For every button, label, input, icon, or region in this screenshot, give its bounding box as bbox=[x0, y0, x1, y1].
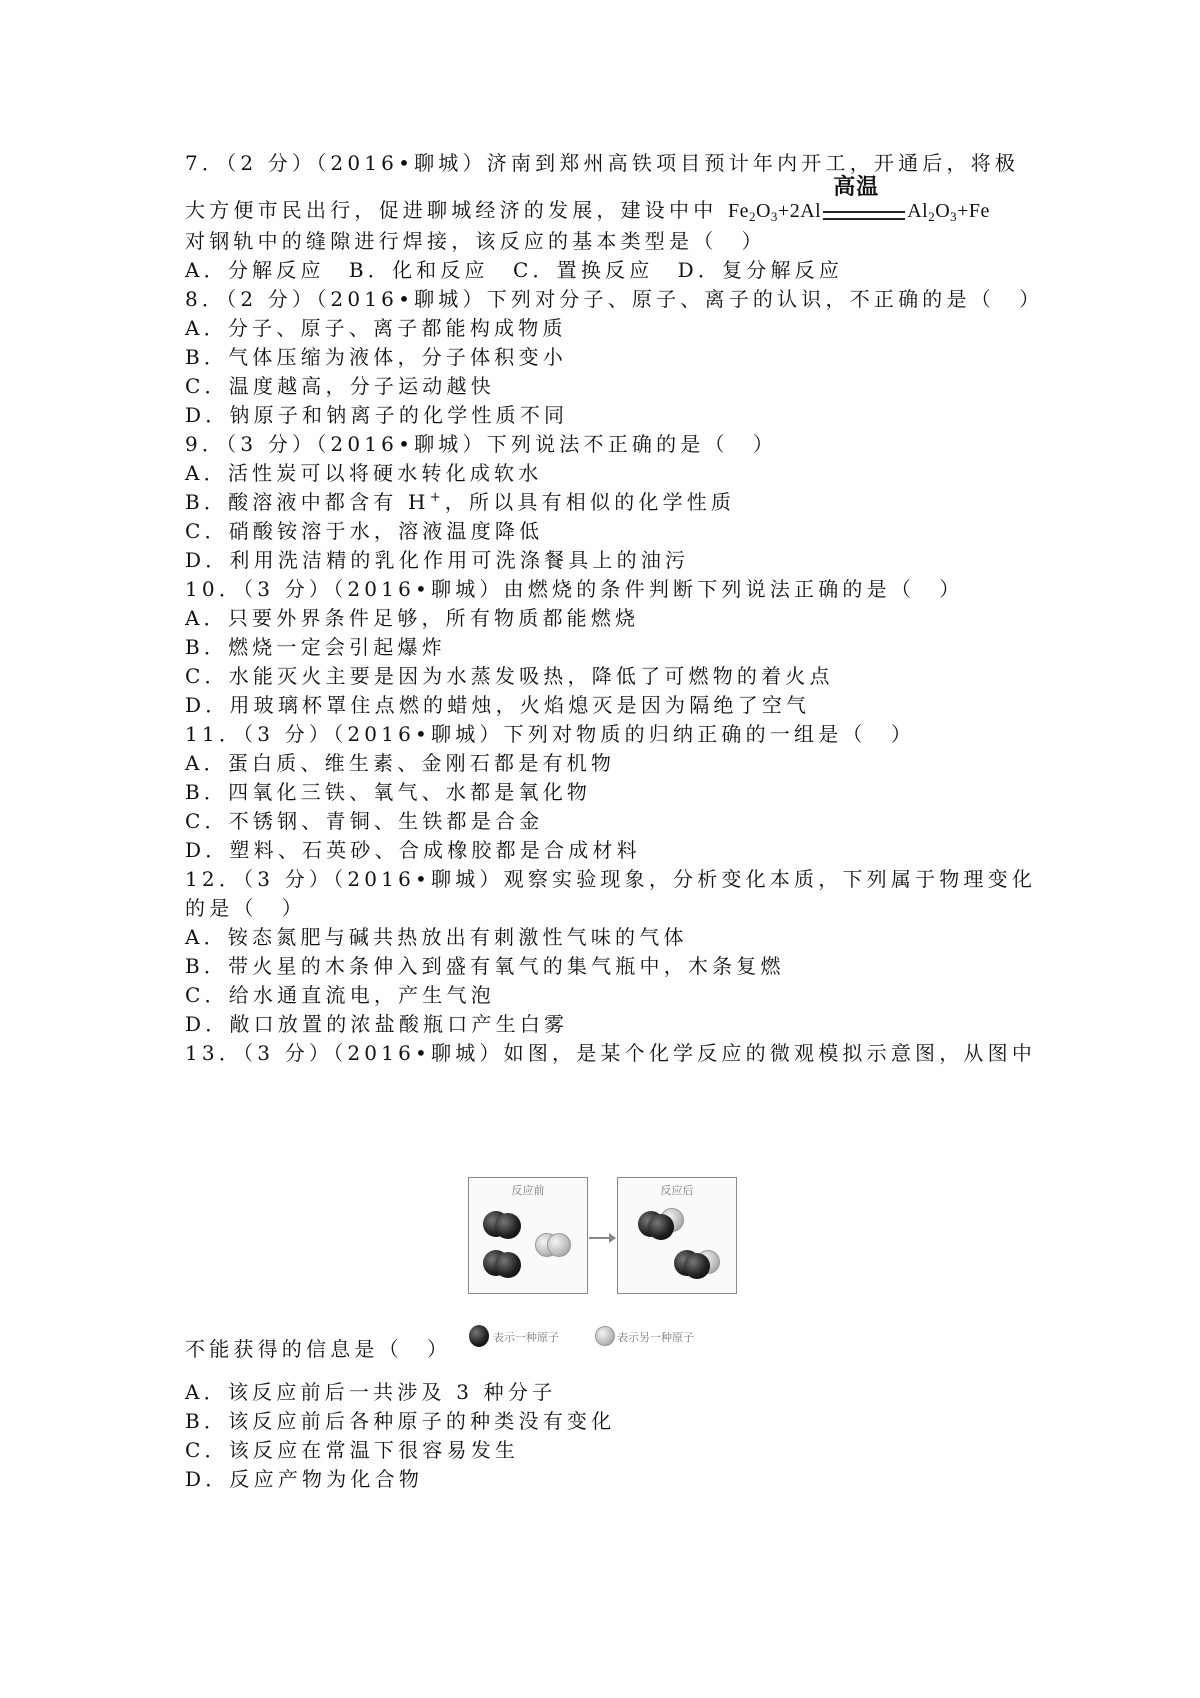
light-atom bbox=[547, 1233, 571, 1257]
q12-stem-line1: 12．（3 分）（2016•聊城）观察实验现象，分析变化本质，下列属于物理变化 bbox=[185, 867, 1037, 891]
q9-option-d: D．利用洗洁精的乳化作用可洗涤餐具上的油污 bbox=[185, 548, 690, 572]
q13-option-c: C．该反应在常温下很容易发生 bbox=[185, 1438, 520, 1462]
reaction-arrow bbox=[823, 175, 905, 223]
q12-option-b: B．带火星的木条伸入到盛有氧气的集气瓶中，木条复燃 bbox=[185, 954, 785, 978]
q13-option-d: D．反应产物为化合物 bbox=[185, 1467, 424, 1491]
q12-option-a: A．铵态氮肥与碱共热放出有刺激性气味的气体 bbox=[185, 925, 688, 949]
q11-option-b: B．四氧化三铁、氧气、水都是氧化物 bbox=[185, 780, 592, 804]
q8-option-c: C．温度越高，分子运动越快 bbox=[185, 374, 495, 398]
before-reaction-box bbox=[468, 1177, 588, 1294]
q11-option-c: C．不锈钢、青铜、生铁都是合金 bbox=[185, 809, 544, 833]
q8-stem: 8．（2 分）（2016•聊城）下列对分子、原子、离子的认识，不正确的是（ ） bbox=[185, 287, 1044, 311]
dark-atom bbox=[495, 1252, 521, 1278]
q9-option-b-pre: B．酸溶液中都含有 H bbox=[185, 490, 430, 514]
q7-stem-text: 大方便市民出行，促进聊城经济的发展，建设中中 bbox=[185, 198, 718, 222]
q8-option-a: A．分子、原子、离子都能构成物质 bbox=[185, 316, 567, 340]
q13-option-b: B．该反应前后各种原子的种类没有变化 bbox=[185, 1409, 616, 1433]
legend-dark-atom bbox=[469, 1325, 489, 1347]
diagram-legend bbox=[465, 1323, 740, 1349]
reaction-diagram bbox=[465, 1175, 740, 1355]
equals-sign bbox=[823, 211, 905, 220]
before-reaction-title: 反应前 bbox=[511, 1184, 545, 1197]
q9-option-a: A．活性炭可以将硬水转化成软水 bbox=[185, 461, 543, 485]
q12-option-d: D．敞口放置的浓盐酸瓶口产生白雾 bbox=[185, 1012, 569, 1036]
reaction-arrow-head bbox=[609, 1233, 616, 1243]
q7-options: A．分解反应 B．化和反应 C．置换反应 D．复分解反应 bbox=[185, 258, 844, 282]
q10-option-b: B．燃烧一定会引起爆炸 bbox=[185, 635, 446, 659]
q10-option-c: C．水能灭火主要是因为水蒸发吸热，降低了可燃物的着火点 bbox=[185, 664, 834, 688]
q9-stem: 9．（3 分）（2016•聊城）下列说法不正确的是（ ） bbox=[185, 432, 778, 456]
q7-stem-line1: 7．（2 分）（2016•聊城）济南到郑州高铁项目预计年内开工，开通后，将极 bbox=[185, 151, 1020, 175]
q11-option-d: D．塑料、石英砂、合成橡胶都是合成材料 bbox=[185, 838, 641, 862]
q7-equation: $Fe_2O_3+2Al$ 高温 $Al_2O_3+Fe$ bbox=[727, 175, 990, 224]
q7-stem-line3: 对钢轨中的缝隙进行焊接，该反应的基本类型是（ ） bbox=[185, 229, 766, 253]
q10-option-d: D．用玻璃杯罩住点燃的蜡烛，火焰熄灭是因为隔绝了空气 bbox=[185, 693, 811, 717]
q12-stem-line2: 的是（ ） bbox=[185, 896, 306, 920]
q8-option-b: B．气体压缩为液体，分子体积变小 bbox=[185, 345, 567, 369]
q9-option-b-post: ，所以具有相似的化学性质 bbox=[444, 490, 736, 514]
q8-option-d: D．钠原子和钠离子的化学性质不同 bbox=[185, 403, 569, 427]
legend-light-atom bbox=[595, 1326, 615, 1346]
q9-option-c: C．硝酸铵溶于水，溶液温度降低 bbox=[185, 519, 544, 543]
q10-stem: 10．（3 分）（2016•聊城）由燃烧的条件判断下列说法正确的是（ ） bbox=[185, 577, 964, 601]
q12-option-c: C．给水通直流电，产生气泡 bbox=[185, 983, 495, 1007]
reaction-condition: 高温 bbox=[833, 175, 880, 200]
after-reaction-title: 反应后 bbox=[660, 1184, 694, 1197]
dark-atom bbox=[684, 1253, 710, 1279]
q9-option-b bbox=[185, 489, 735, 515]
q13-stem-line1: 13．（3 分）（2016•聊城）如图，是某个化学反应的微观模拟示意图，从图中 bbox=[185, 1041, 1037, 1065]
q13-stem-line2: 不能获得的信息是（ ） bbox=[185, 1337, 452, 1361]
q11-stem: 11．（3 分）（2016•聊城）下列对物质的归纳正确的一组是（ ） bbox=[185, 722, 916, 746]
dark-atom bbox=[648, 1214, 674, 1240]
legend-dark-label: 表示一种原子 bbox=[493, 1331, 559, 1344]
q11-option-a: A．蛋白质、维生素、金刚石都是有机物 bbox=[185, 751, 616, 775]
q10-option-a: A．只要外界条件足够，所有物质都能燃烧 bbox=[185, 606, 640, 630]
q7-stem-line2 bbox=[185, 175, 990, 224]
legend-light-label: 表示另一种原子 bbox=[617, 1331, 694, 1344]
dark-atom bbox=[495, 1213, 521, 1239]
h-plus-charge: + bbox=[429, 490, 445, 505]
after-reaction-box bbox=[617, 1177, 737, 1294]
q13-option-a: A．该反应前后一共涉及 3 种分子 bbox=[185, 1380, 557, 1404]
